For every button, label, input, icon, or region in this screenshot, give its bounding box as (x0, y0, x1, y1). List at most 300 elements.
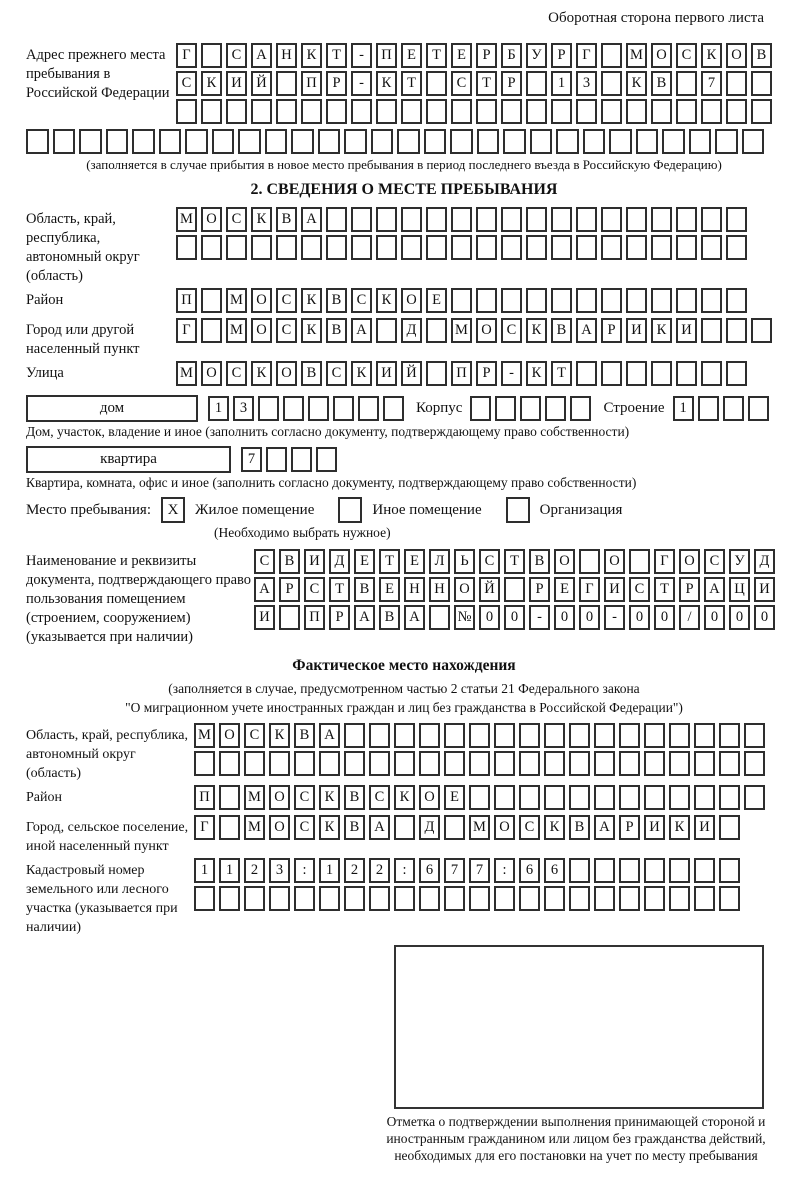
char-cell[interactable] (319, 751, 340, 776)
char-cell[interactable]: 6 (419, 858, 440, 883)
char-cell[interactable] (726, 318, 747, 343)
char-cell[interactable]: О (201, 361, 222, 386)
char-cell[interactable] (369, 751, 390, 776)
char-cell[interactable] (344, 129, 367, 154)
char-cell[interactable] (726, 288, 747, 313)
char-cell[interactable]: Т (654, 577, 675, 602)
char-cell[interactable] (583, 129, 606, 154)
char-cell[interactable]: Т (426, 43, 447, 68)
char-cell[interactable]: И (676, 318, 697, 343)
char-cell[interactable]: Р (279, 577, 300, 602)
char-cell[interactable]: 0 (629, 605, 650, 630)
char-cell[interactable] (551, 235, 572, 260)
char-cell[interactable]: И (226, 71, 247, 96)
char-cell[interactable]: 1 (208, 396, 229, 421)
char-cell[interactable] (376, 235, 397, 260)
char-cell[interactable] (326, 99, 347, 124)
char-cell[interactable] (376, 99, 397, 124)
char-cell[interactable] (470, 396, 491, 421)
char-cell[interactable] (477, 129, 500, 154)
char-cell[interactable]: С (451, 71, 472, 96)
char-cell[interactable] (504, 577, 525, 602)
char-cell[interactable] (526, 99, 547, 124)
char-cell[interactable] (194, 751, 215, 776)
char-cell[interactable]: К (251, 207, 272, 232)
char-cell[interactable] (494, 723, 515, 748)
char-cell[interactable] (383, 396, 404, 421)
char-cell[interactable] (609, 129, 632, 154)
char-cell[interactable] (444, 815, 465, 840)
char-cell[interactable] (676, 288, 697, 313)
char-cell[interactable]: 7 (469, 858, 490, 883)
char-cell[interactable]: Н (404, 577, 425, 602)
char-cell[interactable]: С (501, 318, 522, 343)
char-cell[interactable] (424, 129, 447, 154)
char-cell[interactable] (601, 288, 622, 313)
char-cell[interactable]: А (301, 207, 322, 232)
char-cell[interactable] (351, 235, 372, 260)
char-cell[interactable]: П (376, 43, 397, 68)
char-cell[interactable] (619, 785, 640, 810)
char-cell[interactable]: Й (401, 361, 422, 386)
char-cell[interactable]: О (454, 577, 475, 602)
char-cell[interactable] (544, 751, 565, 776)
char-cell[interactable] (426, 361, 447, 386)
char-cell[interactable]: О (251, 288, 272, 313)
char-cell[interactable]: Т (476, 71, 497, 96)
char-cell[interactable] (569, 858, 590, 883)
char-cell[interactable]: Т (401, 71, 422, 96)
char-cell[interactable]: 0 (704, 605, 725, 630)
char-cell[interactable] (451, 235, 472, 260)
char-cell[interactable]: К (201, 71, 222, 96)
char-cell[interactable] (726, 99, 747, 124)
char-cell[interactable] (576, 361, 597, 386)
char-cell[interactable] (219, 886, 240, 911)
char-cell[interactable] (669, 751, 690, 776)
char-cell[interactable]: С (254, 549, 275, 574)
char-cell[interactable] (594, 723, 615, 748)
char-cell[interactable]: И (376, 361, 397, 386)
char-cell[interactable] (444, 751, 465, 776)
char-cell[interactable]: Р (476, 361, 497, 386)
char-cell[interactable] (469, 886, 490, 911)
char-cell[interactable] (651, 207, 672, 232)
char-cell[interactable]: Р (679, 577, 700, 602)
char-cell[interactable]: О (476, 318, 497, 343)
char-cell[interactable]: - (529, 605, 550, 630)
char-cell[interactable] (676, 71, 697, 96)
char-cell[interactable] (308, 396, 329, 421)
char-cell[interactable]: Е (426, 288, 447, 313)
char-cell[interactable] (669, 858, 690, 883)
char-cell[interactable]: К (319, 815, 340, 840)
char-cell[interactable] (619, 886, 640, 911)
char-cell[interactable]: В (529, 549, 550, 574)
char-cell[interactable]: М (176, 361, 197, 386)
char-cell[interactable] (326, 207, 347, 232)
char-cell[interactable]: К (301, 288, 322, 313)
char-cell[interactable] (469, 785, 490, 810)
char-cell[interactable]: П (301, 71, 322, 96)
char-cell[interactable] (319, 886, 340, 911)
char-cell[interactable] (251, 99, 272, 124)
char-cell[interactable] (626, 235, 647, 260)
char-cell[interactable] (279, 605, 300, 630)
char-cell[interactable] (291, 129, 314, 154)
char-cell[interactable] (371, 129, 394, 154)
char-cell[interactable] (644, 751, 665, 776)
char-cell[interactable]: 0 (729, 605, 750, 630)
char-cell[interactable]: Г (654, 549, 675, 574)
char-cell[interactable] (694, 858, 715, 883)
char-cell[interactable]: О (269, 785, 290, 810)
char-cell[interactable] (676, 361, 697, 386)
char-cell[interactable]: Н (276, 43, 297, 68)
char-cell[interactable] (444, 886, 465, 911)
char-cell[interactable]: С (629, 577, 650, 602)
char-cell[interactable]: М (244, 815, 265, 840)
char-cell[interactable] (394, 886, 415, 911)
char-cell[interactable]: К (376, 71, 397, 96)
char-cell[interactable] (476, 207, 497, 232)
char-cell[interactable] (185, 129, 208, 154)
char-cell[interactable] (636, 129, 659, 154)
char-cell[interactable] (676, 99, 697, 124)
char-cell[interactable] (238, 129, 261, 154)
char-cell[interactable] (669, 723, 690, 748)
char-cell[interactable] (419, 751, 440, 776)
char-cell[interactable]: Й (251, 71, 272, 96)
char-cell[interactable]: Г (176, 318, 197, 343)
char-cell[interactable] (629, 549, 650, 574)
char-cell[interactable] (444, 723, 465, 748)
char-cell[interactable] (715, 129, 738, 154)
char-cell[interactable]: 0 (504, 605, 525, 630)
char-cell[interactable]: С (276, 318, 297, 343)
char-cell[interactable] (294, 886, 315, 911)
char-cell[interactable] (132, 129, 155, 154)
char-cell[interactable] (551, 207, 572, 232)
char-cell[interactable] (644, 858, 665, 883)
char-cell[interactable]: О (604, 549, 625, 574)
char-cell[interactable] (219, 751, 240, 776)
char-cell[interactable] (726, 235, 747, 260)
char-cell[interactable]: К (526, 318, 547, 343)
char-cell[interactable]: И (644, 815, 665, 840)
char-cell[interactable] (201, 99, 222, 124)
char-cell[interactable]: О (269, 815, 290, 840)
char-cell[interactable]: О (219, 723, 240, 748)
char-cell[interactable]: В (569, 815, 590, 840)
char-cell[interactable] (576, 207, 597, 232)
char-cell[interactable] (426, 71, 447, 96)
checkbox-inoe[interactable] (338, 497, 362, 523)
char-cell[interactable]: 1 (194, 858, 215, 883)
char-cell[interactable]: Р (326, 71, 347, 96)
char-cell[interactable] (269, 751, 290, 776)
char-cell[interactable]: П (304, 605, 325, 630)
char-cell[interactable]: Т (504, 549, 525, 574)
char-cell[interactable]: Д (754, 549, 775, 574)
char-cell[interactable] (401, 99, 422, 124)
char-cell[interactable] (226, 235, 247, 260)
char-cell[interactable] (601, 71, 622, 96)
char-cell[interactable] (276, 99, 297, 124)
char-cell[interactable] (376, 318, 397, 343)
char-cell[interactable]: К (651, 318, 672, 343)
char-cell[interactable]: В (276, 207, 297, 232)
char-cell[interactable]: Г (579, 577, 600, 602)
char-cell[interactable] (376, 207, 397, 232)
char-cell[interactable] (106, 129, 129, 154)
char-cell[interactable]: А (354, 605, 375, 630)
char-cell[interactable] (469, 751, 490, 776)
char-cell[interactable] (495, 396, 516, 421)
char-cell[interactable]: Е (444, 785, 465, 810)
char-cell[interactable] (269, 886, 290, 911)
char-cell[interactable] (258, 396, 279, 421)
char-cell[interactable]: 6 (519, 858, 540, 883)
char-cell[interactable]: 3 (233, 396, 254, 421)
char-cell[interactable] (476, 288, 497, 313)
char-cell[interactable] (526, 235, 547, 260)
char-cell[interactable]: Р (501, 71, 522, 96)
char-cell[interactable] (226, 99, 247, 124)
char-cell[interactable] (344, 886, 365, 911)
char-cell[interactable] (176, 235, 197, 260)
char-cell[interactable] (644, 723, 665, 748)
char-cell[interactable] (301, 235, 322, 260)
char-cell[interactable]: С (276, 288, 297, 313)
char-cell[interactable]: А (254, 577, 275, 602)
char-cell[interactable] (344, 751, 365, 776)
char-cell[interactable] (544, 785, 565, 810)
char-cell[interactable] (619, 723, 640, 748)
char-cell[interactable] (694, 723, 715, 748)
char-cell[interactable]: А (319, 723, 340, 748)
char-cell[interactable] (519, 723, 540, 748)
char-cell[interactable]: В (326, 318, 347, 343)
char-cell[interactable] (723, 396, 744, 421)
char-cell[interactable] (601, 235, 622, 260)
char-cell[interactable] (601, 43, 622, 68)
char-cell[interactable]: Д (329, 549, 350, 574)
char-cell[interactable]: О (201, 207, 222, 232)
char-cell[interactable]: - (351, 71, 372, 96)
char-cell[interactable]: 3 (269, 858, 290, 883)
char-cell[interactable]: В (751, 43, 772, 68)
char-cell[interactable]: № (454, 605, 475, 630)
char-cell[interactable] (369, 886, 390, 911)
char-cell[interactable]: И (754, 577, 775, 602)
char-cell[interactable] (651, 288, 672, 313)
char-cell[interactable] (726, 71, 747, 96)
char-cell[interactable]: Е (404, 549, 425, 574)
char-cell[interactable]: М (226, 318, 247, 343)
char-cell[interactable] (626, 288, 647, 313)
char-cell[interactable] (744, 751, 765, 776)
char-cell[interactable]: Е (379, 577, 400, 602)
char-cell[interactable] (669, 785, 690, 810)
char-cell[interactable]: К (394, 785, 415, 810)
char-cell[interactable]: О (251, 318, 272, 343)
char-cell[interactable] (726, 361, 747, 386)
char-cell[interactable]: - (501, 361, 522, 386)
char-cell[interactable]: С (176, 71, 197, 96)
char-cell[interactable] (694, 785, 715, 810)
char-cell[interactable]: Н (429, 577, 450, 602)
char-cell[interactable] (419, 886, 440, 911)
char-cell[interactable] (576, 235, 597, 260)
char-cell[interactable]: У (526, 43, 547, 68)
char-cell[interactable] (316, 447, 337, 472)
char-cell[interactable] (689, 129, 712, 154)
char-cell[interactable]: А (251, 43, 272, 68)
char-cell[interactable]: Г (576, 43, 597, 68)
char-cell[interactable]: Р (601, 318, 622, 343)
char-cell[interactable]: В (279, 549, 300, 574)
char-cell[interactable] (503, 129, 526, 154)
char-cell[interactable] (748, 396, 769, 421)
char-cell[interactable]: К (544, 815, 565, 840)
char-cell[interactable] (419, 723, 440, 748)
char-cell[interactable] (283, 396, 304, 421)
char-cell[interactable]: Т (329, 577, 350, 602)
char-cell[interactable] (569, 751, 590, 776)
char-cell[interactable]: Ь (454, 549, 475, 574)
char-cell[interactable] (751, 71, 772, 96)
char-cell[interactable] (719, 815, 740, 840)
char-cell[interactable] (719, 785, 740, 810)
char-cell[interactable]: 1 (219, 858, 240, 883)
char-cell[interactable] (201, 318, 222, 343)
char-cell[interactable] (619, 751, 640, 776)
char-cell[interactable]: 0 (654, 605, 675, 630)
char-cell[interactable] (219, 815, 240, 840)
char-cell[interactable] (401, 207, 422, 232)
char-cell[interactable]: В (344, 815, 365, 840)
char-cell[interactable] (570, 396, 591, 421)
char-cell[interactable] (701, 207, 722, 232)
char-cell[interactable]: В (354, 577, 375, 602)
char-cell[interactable] (651, 361, 672, 386)
char-cell[interactable]: О (494, 815, 515, 840)
char-cell[interactable]: С (676, 43, 697, 68)
char-cell[interactable]: 7 (701, 71, 722, 96)
char-cell[interactable]: А (369, 815, 390, 840)
char-cell[interactable] (669, 886, 690, 911)
char-cell[interactable]: П (176, 288, 197, 313)
char-cell[interactable] (569, 785, 590, 810)
char-cell[interactable] (351, 99, 372, 124)
char-cell[interactable] (494, 751, 515, 776)
char-cell[interactable] (501, 235, 522, 260)
char-cell[interactable]: П (194, 785, 215, 810)
char-cell[interactable] (751, 99, 772, 124)
char-cell[interactable] (694, 751, 715, 776)
char-cell[interactable]: С (226, 207, 247, 232)
char-cell[interactable] (556, 129, 579, 154)
char-cell[interactable] (494, 785, 515, 810)
char-cell[interactable]: Р (476, 43, 497, 68)
char-cell[interactable] (644, 886, 665, 911)
char-cell[interactable] (358, 396, 379, 421)
char-cell[interactable]: В (651, 71, 672, 96)
char-cell[interactable] (451, 99, 472, 124)
char-cell[interactable]: К (269, 723, 290, 748)
char-cell[interactable] (201, 288, 222, 313)
char-cell[interactable] (501, 207, 522, 232)
char-cell[interactable]: И (694, 815, 715, 840)
char-cell[interactable]: 6 (544, 858, 565, 883)
char-cell[interactable]: К (301, 318, 322, 343)
char-cell[interactable]: А (404, 605, 425, 630)
char-cell[interactable]: М (244, 785, 265, 810)
char-cell[interactable]: В (294, 723, 315, 748)
char-cell[interactable]: В (551, 318, 572, 343)
char-cell[interactable]: А (351, 318, 372, 343)
char-cell[interactable]: А (594, 815, 615, 840)
char-cell[interactable]: 0 (579, 605, 600, 630)
char-cell[interactable] (194, 886, 215, 911)
char-cell[interactable] (394, 815, 415, 840)
char-cell[interactable] (569, 723, 590, 748)
char-cell[interactable]: Т (379, 549, 400, 574)
char-cell[interactable] (594, 886, 615, 911)
char-cell[interactable]: Б (501, 43, 522, 68)
char-cell[interactable]: К (626, 71, 647, 96)
char-cell[interactable]: : (394, 858, 415, 883)
char-cell[interactable]: Ц (729, 577, 750, 602)
char-cell[interactable]: М (626, 43, 647, 68)
char-cell[interactable]: Д (401, 318, 422, 343)
char-cell[interactable] (426, 318, 447, 343)
char-cell[interactable]: С (294, 785, 315, 810)
char-cell[interactable] (644, 785, 665, 810)
apartment-box[interactable]: квартира (26, 446, 231, 473)
char-cell[interactable]: 1 (319, 858, 340, 883)
char-cell[interactable]: Е (354, 549, 375, 574)
char-cell[interactable] (719, 723, 740, 748)
char-cell[interactable]: С (369, 785, 390, 810)
char-cell[interactable] (626, 99, 647, 124)
char-cell[interactable]: С (519, 815, 540, 840)
char-cell[interactable]: К (319, 785, 340, 810)
char-cell[interactable]: А (576, 318, 597, 343)
char-cell[interactable]: О (401, 288, 422, 313)
char-cell[interactable] (744, 785, 765, 810)
char-cell[interactable]: Р (619, 815, 640, 840)
char-cell[interactable] (744, 723, 765, 748)
char-cell[interactable]: У (729, 549, 750, 574)
char-cell[interactable]: О (679, 549, 700, 574)
char-cell[interactable]: 2 (369, 858, 390, 883)
char-cell[interactable]: 1 (673, 396, 694, 421)
char-cell[interactable] (751, 318, 772, 343)
char-cell[interactable] (651, 235, 672, 260)
char-cell[interactable] (601, 99, 622, 124)
char-cell[interactable]: Й (479, 577, 500, 602)
char-cell[interactable] (501, 99, 522, 124)
char-cell[interactable]: С (294, 815, 315, 840)
char-cell[interactable] (519, 751, 540, 776)
char-cell[interactable]: С (244, 723, 265, 748)
char-cell[interactable]: К (669, 815, 690, 840)
char-cell[interactable] (579, 549, 600, 574)
char-cell[interactable] (719, 858, 740, 883)
char-cell[interactable] (201, 235, 222, 260)
